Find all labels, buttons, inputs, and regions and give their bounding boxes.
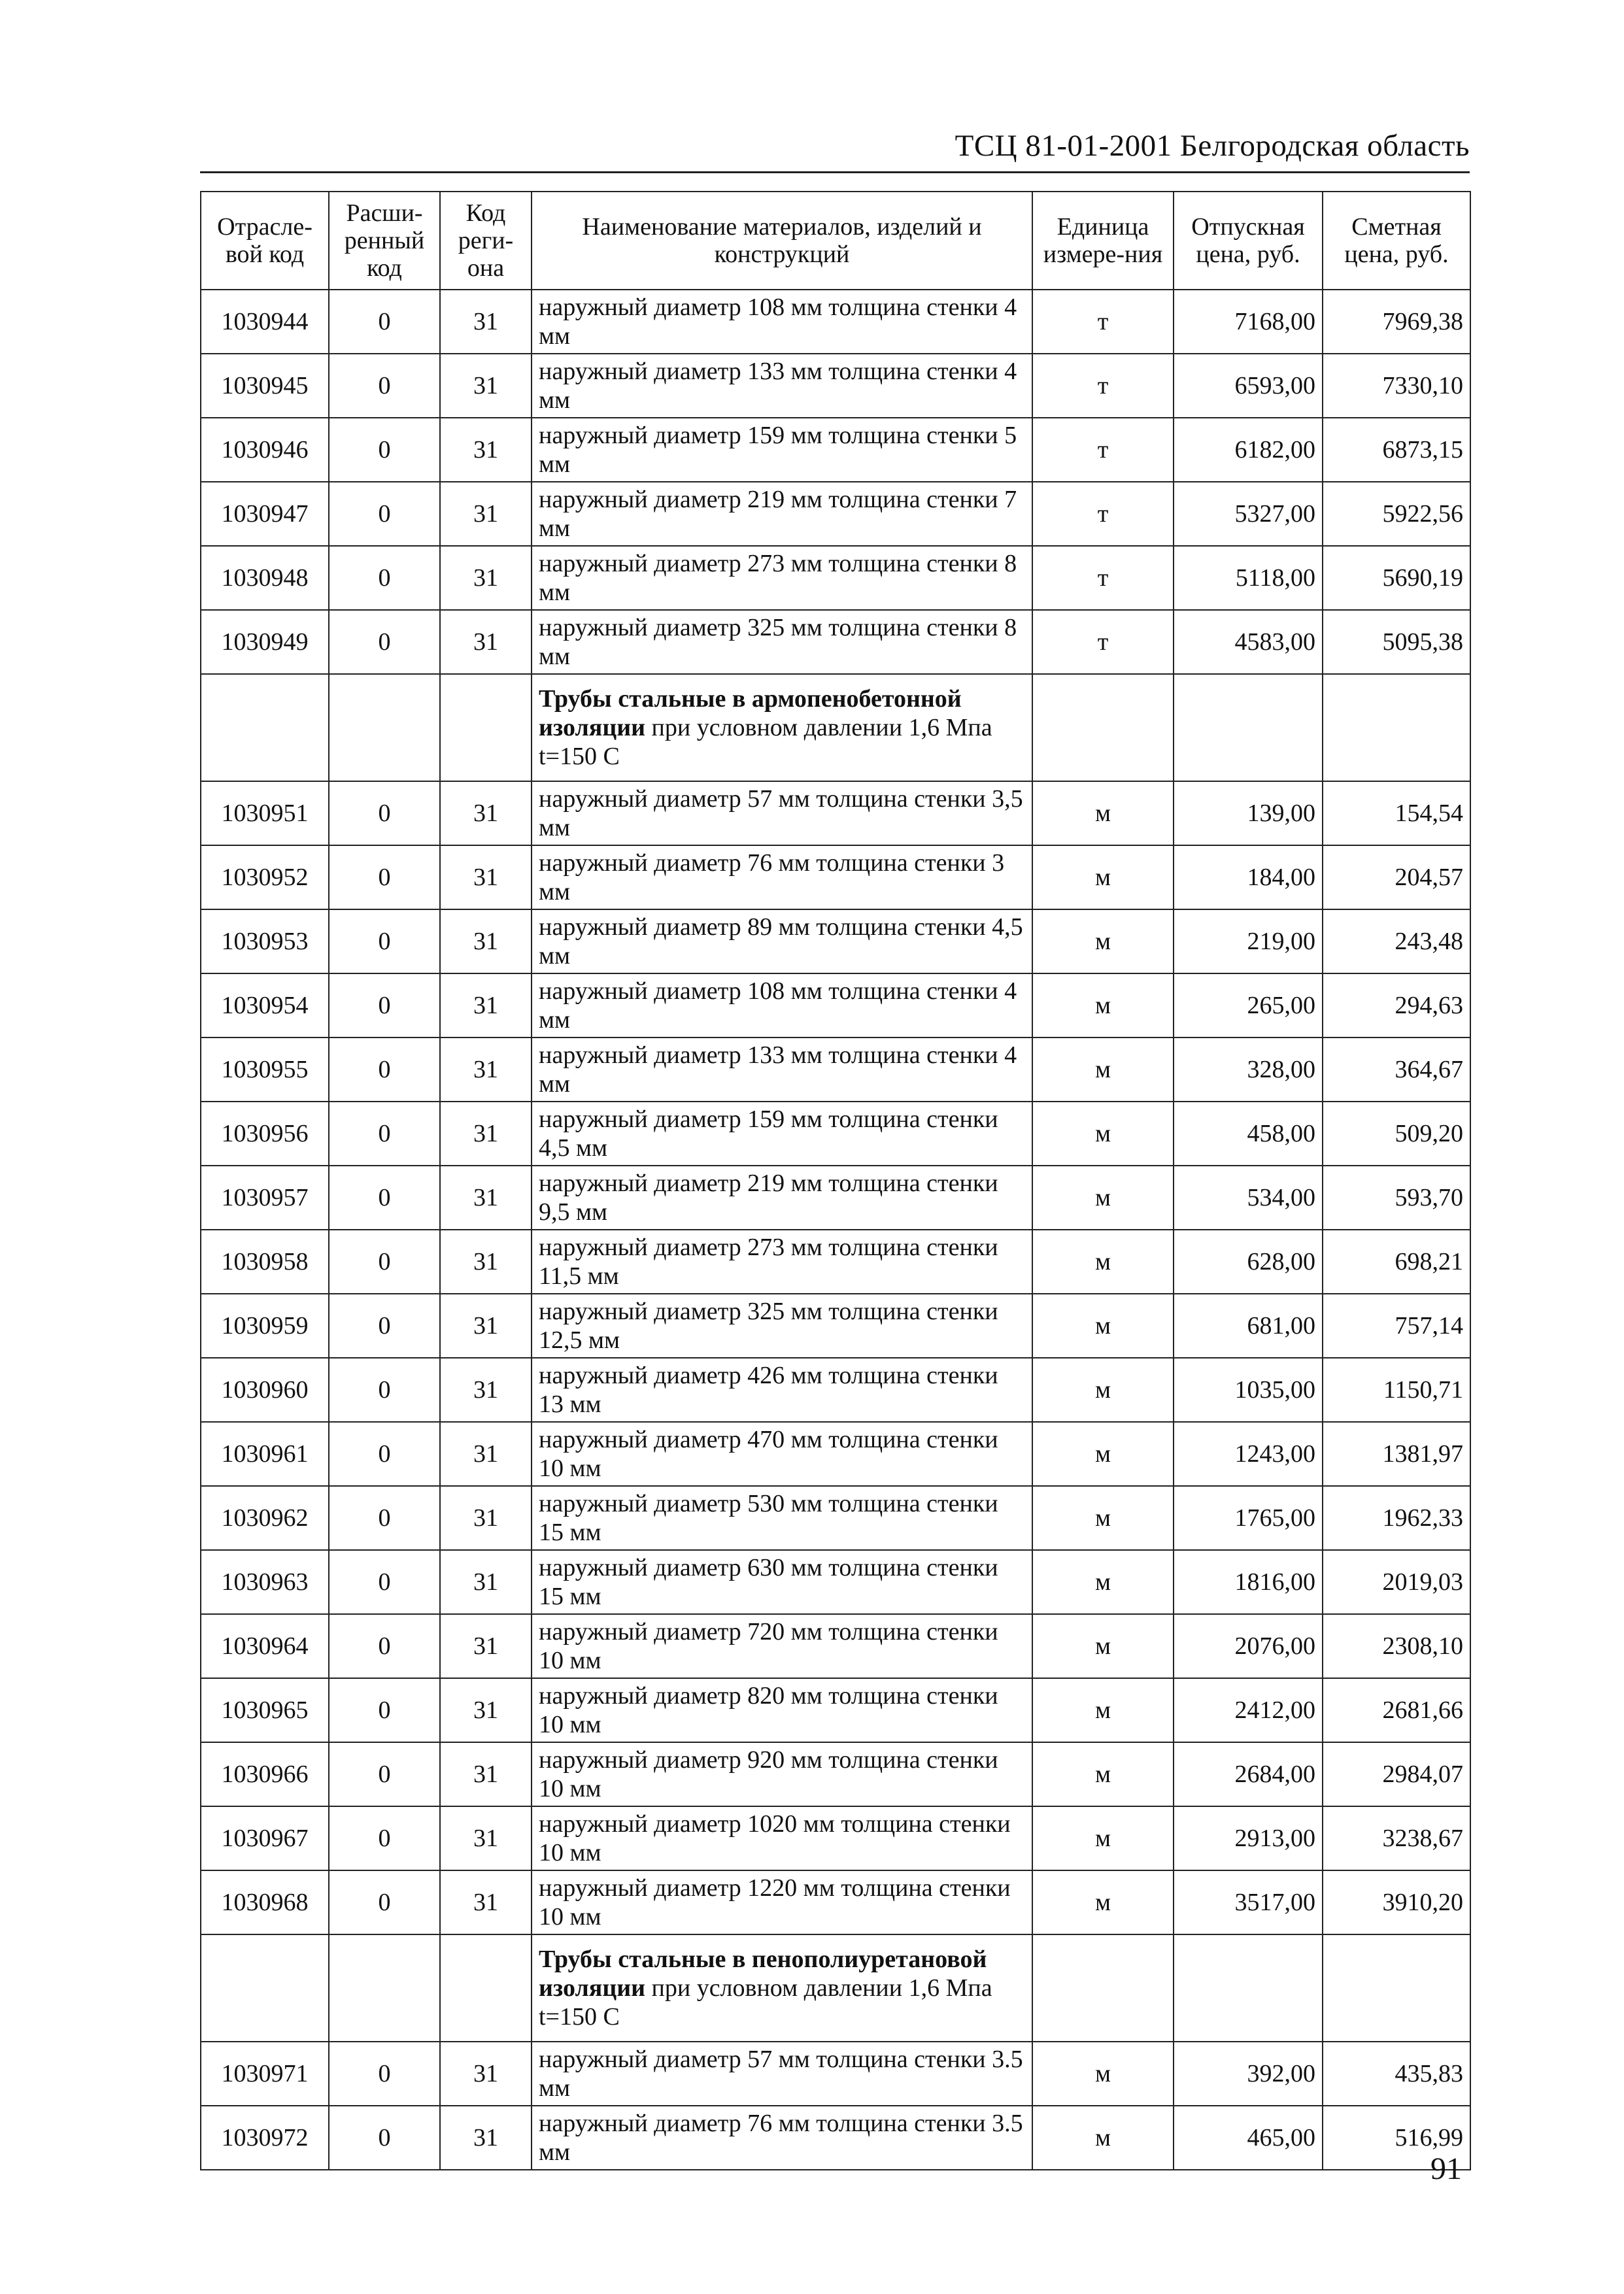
column-header-extended-code: Расши-ренный код <box>329 192 440 290</box>
table-row <box>201 354 1470 418</box>
cell-industry-code: 1030957 <box>201 1166 329 1230</box>
cell-industry-code: 1030953 <box>201 909 329 973</box>
cell-unit: м <box>1032 1037 1174 1102</box>
empty-cell <box>329 674 440 781</box>
group-heading-cell <box>532 674 1032 781</box>
table-header <box>201 192 1470 290</box>
cell-release-price: 628,00 <box>1174 1230 1323 1294</box>
cell-unit: т <box>1032 418 1174 482</box>
cell-extended-code: 0 <box>329 1422 440 1486</box>
cell-industry-code: 1030959 <box>201 1294 329 1358</box>
cell-extended-code: 0 <box>329 418 440 482</box>
cell-region-code: 31 <box>440 1037 532 1102</box>
cell-region-code: 31 <box>440 1806 532 1870</box>
cell-release-price: 534,00 <box>1174 1166 1323 1230</box>
cell-extended-code: 0 <box>329 1614 440 1678</box>
table-row <box>201 1422 1470 1486</box>
cell-industry-code: 1030965 <box>201 1678 329 1742</box>
cell-region-code: 31 <box>440 1614 532 1678</box>
cell-extended-code: 0 <box>329 482 440 546</box>
table-row <box>201 1742 1470 1806</box>
cell-unit: м <box>1032 1230 1174 1294</box>
cell-name: наружный диаметр 76 мм толщина стенки 3 мм <box>532 845 1032 909</box>
cell-estimate-price: 516,99 <box>1323 2106 1470 2170</box>
empty-cell <box>1032 1934 1174 2042</box>
cell-unit: м <box>1032 1678 1174 1742</box>
group-heading-bold-text: Трубы стальные в пенополиуретановой изоляции <box>539 1946 987 2002</box>
document-header-title: ТСЦ 81-01-2001 Белгородская область <box>955 129 1470 163</box>
cell-extended-code: 0 <box>329 1806 440 1870</box>
header-divider <box>200 171 1470 173</box>
empty-cell <box>201 674 329 781</box>
column-header-industry-code: Отрасле-вой код <box>201 192 329 290</box>
cell-industry-code: 1030960 <box>201 1358 329 1422</box>
empty-cell <box>440 1934 532 2042</box>
column-header-estimate-price: Сметная цена, руб. <box>1323 192 1470 290</box>
cell-industry-code: 1030946 <box>201 418 329 482</box>
cell-name: наружный диаметр 273 мм толщина стенки 11,5 мм <box>532 1230 1032 1294</box>
cell-extended-code: 0 <box>329 1550 440 1614</box>
cell-estimate-price: 3238,67 <box>1323 1806 1470 1870</box>
cell-name: наружный диаметр 530 мм толщина стенки 15 мм <box>532 1486 1032 1550</box>
cell-region-code: 31 <box>440 1230 532 1294</box>
cell-name: наружный диаметр 108 мм толщина стенки 4 мм <box>532 290 1032 354</box>
cell-extended-code: 0 <box>329 1294 440 1358</box>
cell-name: наружный диаметр 108 мм толщина стенки 4 мм <box>532 973 1032 1037</box>
cell-industry-code: 1030971 <box>201 2042 329 2106</box>
cell-extended-code: 0 <box>329 1037 440 1102</box>
cell-release-price: 139,00 <box>1174 781 1323 845</box>
cell-estimate-price: 2019,03 <box>1323 1550 1470 1614</box>
cell-release-price: 1765,00 <box>1174 1486 1323 1550</box>
empty-cell <box>440 674 532 781</box>
empty-cell <box>1323 1934 1470 2042</box>
cell-release-price: 6593,00 <box>1174 354 1323 418</box>
cell-estimate-price: 1150,71 <box>1323 1358 1470 1422</box>
table-row <box>201 610 1470 674</box>
cell-estimate-price: 435,83 <box>1323 2042 1470 2106</box>
group-heading-bold-text: Трубы стальные в армопенобетонной изоляции <box>539 685 962 741</box>
cell-release-price: 1035,00 <box>1174 1358 1323 1422</box>
empty-cell <box>201 1934 329 2042</box>
cell-estimate-price: 7330,10 <box>1323 354 1470 418</box>
cell-name: наружный диаметр 159 мм толщина стенки 5 мм <box>532 418 1032 482</box>
table-row <box>201 973 1470 1037</box>
cell-region-code: 31 <box>440 1102 532 1166</box>
cell-region-code: 31 <box>440 1358 532 1422</box>
cell-region-code: 31 <box>440 1678 532 1742</box>
cell-extended-code: 0 <box>329 1742 440 1806</box>
cell-unit: м <box>1032 909 1174 973</box>
table-row <box>201 845 1470 909</box>
cell-estimate-price: 593,70 <box>1323 1166 1470 1230</box>
table-row <box>201 1230 1470 1294</box>
cell-region-code: 31 <box>440 781 532 845</box>
cell-industry-code: 1030968 <box>201 1870 329 1934</box>
cell-estimate-price: 5095,38 <box>1323 610 1470 674</box>
cell-estimate-price: 5922,56 <box>1323 482 1470 546</box>
group-heading-row <box>201 1934 1470 2042</box>
cell-estimate-price: 154,54 <box>1323 781 1470 845</box>
table-row <box>201 909 1470 973</box>
table-row <box>201 2106 1470 2170</box>
empty-cell <box>329 1934 440 2042</box>
cell-region-code: 31 <box>440 1422 532 1486</box>
table-row <box>201 1806 1470 1870</box>
cell-region-code: 31 <box>440 610 532 674</box>
cell-estimate-price: 1381,97 <box>1323 1422 1470 1486</box>
group-heading-rest-text: при условном давлении 1,6 Мпа t=150 С <box>539 1974 992 2031</box>
cell-estimate-price: 204,57 <box>1323 845 1470 909</box>
cell-industry-code: 1030961 <box>201 1422 329 1486</box>
group-heading-cell <box>532 1934 1032 2042</box>
cell-extended-code: 0 <box>329 290 440 354</box>
cell-estimate-price: 509,20 <box>1323 1102 1470 1166</box>
group-heading-rest-text: при условном давлении 1,6 Мпа t=150 С <box>539 714 992 770</box>
cell-unit: м <box>1032 1614 1174 1678</box>
cell-region-code: 31 <box>440 1294 532 1358</box>
cell-unit: м <box>1032 1870 1174 1934</box>
cell-estimate-price: 5690,19 <box>1323 546 1470 610</box>
cell-region-code: 31 <box>440 1486 532 1550</box>
cell-release-price: 1816,00 <box>1174 1550 1323 1614</box>
table-row <box>201 781 1470 845</box>
cell-extended-code: 0 <box>329 1678 440 1742</box>
cell-estimate-price: 2984,07 <box>1323 1742 1470 1806</box>
cell-unit: м <box>1032 1358 1174 1422</box>
cell-region-code: 31 <box>440 973 532 1037</box>
cell-estimate-price: 364,67 <box>1323 1037 1470 1102</box>
cell-release-price: 2076,00 <box>1174 1614 1323 1678</box>
cell-name: наружный диаметр 89 мм толщина стенки 4,5 мм <box>532 909 1032 973</box>
cell-name: наружный диаметр 720 мм толщина стенки 10 мм <box>532 1614 1032 1678</box>
cell-extended-code: 0 <box>329 610 440 674</box>
cell-release-price: 5118,00 <box>1174 546 1323 610</box>
cell-release-price: 219,00 <box>1174 909 1323 973</box>
table-row <box>201 1486 1470 1550</box>
cell-extended-code: 0 <box>329 909 440 973</box>
cell-industry-code: 1030952 <box>201 845 329 909</box>
cell-industry-code: 1030945 <box>201 354 329 418</box>
cell-extended-code: 0 <box>329 781 440 845</box>
cell-industry-code: 1030949 <box>201 610 329 674</box>
cell-unit: т <box>1032 290 1174 354</box>
cell-industry-code: 1030972 <box>201 2106 329 2170</box>
cell-region-code: 31 <box>440 1870 532 1934</box>
table-row <box>201 1037 1470 1102</box>
cell-name: наружный диаметр 920 мм толщина стенки 10 мм <box>532 1742 1032 1806</box>
cell-extended-code: 0 <box>329 1102 440 1166</box>
empty-cell <box>1174 1934 1323 2042</box>
empty-cell <box>1323 674 1470 781</box>
cell-estimate-price: 698,21 <box>1323 1230 1470 1294</box>
cell-release-price: 2684,00 <box>1174 1742 1323 1806</box>
cell-industry-code: 1030954 <box>201 973 329 1037</box>
cell-unit: м <box>1032 1742 1174 1806</box>
cell-region-code: 31 <box>440 1550 532 1614</box>
cell-industry-code: 1030947 <box>201 482 329 546</box>
cell-industry-code: 1030962 <box>201 1486 329 1550</box>
cell-name: наружный диаметр 159 мм толщина стенки 4,5 мм <box>532 1102 1032 1166</box>
cell-name: наружный диаметр 273 мм толщина стенки 8 мм <box>532 546 1032 610</box>
cell-industry-code: 1030966 <box>201 1742 329 1806</box>
cell-release-price: 4583,00 <box>1174 610 1323 674</box>
cell-name: наружный диаметр 1020 мм толщина стенки 10 мм <box>532 1806 1032 1870</box>
cell-unit: м <box>1032 781 1174 845</box>
cell-unit: м <box>1032 1294 1174 1358</box>
cell-unit: м <box>1032 2106 1174 2170</box>
cell-region-code: 31 <box>440 290 532 354</box>
cell-estimate-price: 757,14 <box>1323 1294 1470 1358</box>
cell-estimate-price: 6873,15 <box>1323 418 1470 482</box>
cell-release-price: 458,00 <box>1174 1102 1323 1166</box>
cell-name: наружный диаметр 57 мм толщина стенки 3.5 мм <box>532 2042 1032 2106</box>
table-row <box>201 1678 1470 1742</box>
cell-name: наружный диаметр 76 мм толщина стенки 3.5 мм <box>532 2106 1032 2170</box>
cell-release-price: 2913,00 <box>1174 1806 1323 1870</box>
cell-estimate-price: 7969,38 <box>1323 290 1470 354</box>
table-row <box>201 482 1470 546</box>
cell-unit: м <box>1032 1550 1174 1614</box>
cell-unit: т <box>1032 546 1174 610</box>
cell-name: наружный диаметр 1220 мм толщина стенки 10 мм <box>532 1870 1032 1934</box>
cell-name: наружный диаметр 133 мм толщина стенки 4 мм <box>532 1037 1032 1102</box>
cell-industry-code: 1030948 <box>201 546 329 610</box>
cell-industry-code: 1030951 <box>201 781 329 845</box>
cell-region-code: 31 <box>440 546 532 610</box>
table-row <box>201 1166 1470 1230</box>
cell-unit: м <box>1032 973 1174 1037</box>
cell-industry-code: 1030944 <box>201 290 329 354</box>
table-row <box>201 546 1470 610</box>
cell-extended-code: 0 <box>329 2106 440 2170</box>
cell-estimate-price: 294,63 <box>1323 973 1470 1037</box>
cell-unit: м <box>1032 1806 1174 1870</box>
cell-unit: м <box>1032 1486 1174 1550</box>
cell-extended-code: 0 <box>329 845 440 909</box>
table-row <box>201 1102 1470 1166</box>
cell-industry-code: 1030964 <box>201 1614 329 1678</box>
cell-unit: м <box>1032 2042 1174 2106</box>
cell-unit: м <box>1032 1102 1174 1166</box>
table-row <box>201 290 1470 354</box>
cell-release-price: 681,00 <box>1174 1294 1323 1358</box>
cell-unit: т <box>1032 482 1174 546</box>
cell-region-code: 31 <box>440 482 532 546</box>
table-row <box>201 2042 1470 2106</box>
cell-region-code: 31 <box>440 2042 532 2106</box>
cell-estimate-price: 2308,10 <box>1323 1614 1470 1678</box>
cell-unit: м <box>1032 1422 1174 1486</box>
table-row <box>201 418 1470 482</box>
cell-name: наружный диаметр 57 мм толщина стенки 3,5 мм <box>532 781 1032 845</box>
cell-name: наружный диаметр 133 мм толщина стенки 4 мм <box>532 354 1032 418</box>
cell-release-price: 465,00 <box>1174 2106 1323 2170</box>
column-header-name: Наименование материалов, изделий и конструкций <box>532 192 1032 290</box>
cell-extended-code: 0 <box>329 354 440 418</box>
cell-unit: м <box>1032 1166 1174 1230</box>
page-number: 91 <box>1430 2151 1462 2186</box>
cell-unit: т <box>1032 610 1174 674</box>
column-header-unit: Единица измере-ния <box>1032 192 1174 290</box>
cell-extended-code: 0 <box>329 1166 440 1230</box>
cell-extended-code: 0 <box>329 1230 440 1294</box>
cell-estimate-price: 243,48 <box>1323 909 1470 973</box>
cell-region-code: 31 <box>440 1742 532 1806</box>
cell-extended-code: 0 <box>329 1486 440 1550</box>
cell-extended-code: 0 <box>329 973 440 1037</box>
cell-name: наружный диаметр 219 мм толщина стенки 7 мм <box>532 482 1032 546</box>
column-header-release-price: Отпускная цена, руб. <box>1174 192 1323 290</box>
price-table <box>200 191 1471 2170</box>
table-row <box>201 1550 1470 1614</box>
empty-cell <box>1032 674 1174 781</box>
cell-release-price: 392,00 <box>1174 2042 1323 2106</box>
cell-estimate-price: 1962,33 <box>1323 1486 1470 1550</box>
cell-release-price: 328,00 <box>1174 1037 1323 1102</box>
cell-name: наружный диаметр 630 мм толщина стенки 15 мм <box>532 1550 1032 1614</box>
cell-extended-code: 0 <box>329 1870 440 1934</box>
empty-cell <box>1174 674 1323 781</box>
cell-release-price: 1243,00 <box>1174 1422 1323 1486</box>
table-row <box>201 1358 1470 1422</box>
cell-release-price: 265,00 <box>1174 973 1323 1037</box>
cell-industry-code: 1030955 <box>201 1037 329 1102</box>
cell-industry-code: 1030967 <box>201 1806 329 1870</box>
cell-region-code: 31 <box>440 354 532 418</box>
cell-release-price: 5327,00 <box>1174 482 1323 546</box>
cell-extended-code: 0 <box>329 1358 440 1422</box>
cell-name: наружный диаметр 219 мм толщина стенки 9,5 мм <box>532 1166 1032 1230</box>
cell-industry-code: 1030958 <box>201 1230 329 1294</box>
table-row <box>201 1870 1470 1934</box>
cell-name: наружный диаметр 820 мм толщина стенки 10 мм <box>532 1678 1032 1742</box>
cell-region-code: 31 <box>440 2106 532 2170</box>
cell-region-code: 31 <box>440 845 532 909</box>
cell-name: наружный диаметр 325 мм толщина стенки 8 мм <box>532 610 1032 674</box>
cell-extended-code: 0 <box>329 546 440 610</box>
cell-region-code: 31 <box>440 1166 532 1230</box>
cell-industry-code: 1030956 <box>201 1102 329 1166</box>
cell-release-price: 3517,00 <box>1174 1870 1323 1934</box>
cell-extended-code: 0 <box>329 2042 440 2106</box>
table-row <box>201 1294 1470 1358</box>
cell-estimate-price: 2681,66 <box>1323 1678 1470 1742</box>
cell-release-price: 7168,00 <box>1174 290 1323 354</box>
cell-estimate-price: 3910,20 <box>1323 1870 1470 1934</box>
cell-unit: м <box>1032 845 1174 909</box>
table-body <box>201 290 1470 2170</box>
cell-release-price: 184,00 <box>1174 845 1323 909</box>
cell-release-price: 2412,00 <box>1174 1678 1323 1742</box>
cell-name: наружный диаметр 470 мм толщина стенки 10 мм <box>532 1422 1032 1486</box>
cell-release-price: 6182,00 <box>1174 418 1323 482</box>
cell-unit: т <box>1032 354 1174 418</box>
cell-industry-code: 1030963 <box>201 1550 329 1614</box>
column-header-region-code: Код реги-она <box>440 192 532 290</box>
cell-region-code: 31 <box>440 909 532 973</box>
cell-name: наружный диаметр 325 мм толщина стенки 12,5 мм <box>532 1294 1032 1358</box>
group-heading-row <box>201 674 1470 781</box>
table-row <box>201 1614 1470 1678</box>
cell-region-code: 31 <box>440 418 532 482</box>
cell-name: наружный диаметр 426 мм толщина стенки 13 мм <box>532 1358 1032 1422</box>
